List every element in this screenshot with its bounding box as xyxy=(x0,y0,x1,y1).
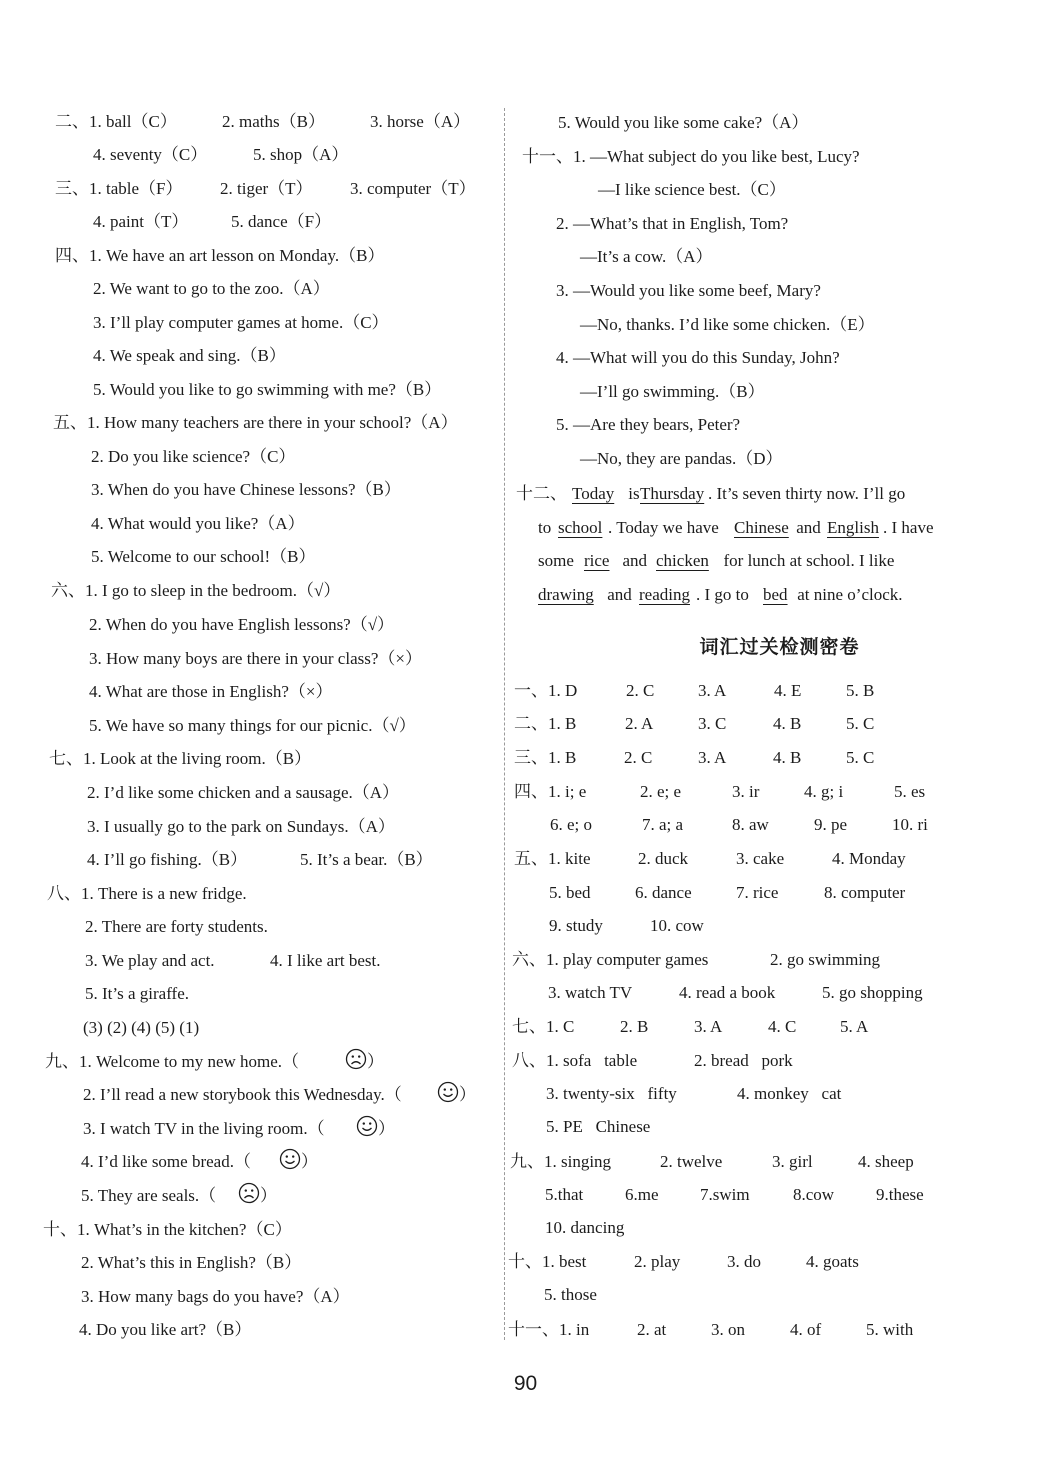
answer-text: 2. e; e xyxy=(640,782,682,801)
answer-text: 十一、1. —What subject do you like best, Lucy? xyxy=(522,147,860,166)
answer-text: 2. C xyxy=(626,681,655,700)
answer-text: 2. —What’s that in English, Tom? xyxy=(556,214,789,233)
answer-text: 7. a; a xyxy=(642,815,684,834)
answer-text: 5. Would you like some cake?（A） xyxy=(558,113,809,132)
answer-text: 4. monkey cat xyxy=(737,1084,842,1103)
answer-text: 4. paint（T） xyxy=(93,212,189,231)
answer-text: 十一、1. in xyxy=(508,1320,590,1339)
answer-text: 2. maths（B） xyxy=(222,112,325,131)
answer-text: . I have xyxy=(883,518,934,537)
answer-text: 七、1. C xyxy=(512,1017,575,1036)
answer-text: 三、1. B xyxy=(514,748,577,767)
answer-text: 4. We speak and sing.（B） xyxy=(93,346,286,365)
answer-text: . I go to xyxy=(696,585,754,604)
answer-text: 九、1. singing xyxy=(510,1152,612,1171)
sad-face-icon xyxy=(238,1182,260,1204)
answer-text: 九、1. Welcome to my new home.（ xyxy=(45,1052,300,1071)
answer-text: 八、1. sofa table xyxy=(512,1051,638,1070)
answer-text: 五、1. How many teachers are there in your school?（A） xyxy=(53,413,458,432)
answer-text: —No, they are pandas.（D） xyxy=(580,449,783,468)
answer-text: 4. —What will you do this Sunday, John? xyxy=(556,348,840,367)
answer-text: 9. pe xyxy=(814,815,848,834)
answer-text: 3. A xyxy=(698,681,727,700)
answer-text: 2. We want to go to the zoo.（A） xyxy=(93,279,330,298)
answer-text: 8. aw xyxy=(732,815,769,834)
answer-text: 5. Would you like to go swimming with me?（B） xyxy=(93,380,442,399)
underlined-answer: Today xyxy=(572,484,615,503)
answer-text: 4. I’d like some bread.（ xyxy=(81,1152,251,1171)
section-title: 词汇过关检测密卷 xyxy=(699,636,860,658)
answer-text: 五、1. kite xyxy=(514,849,591,868)
answer-text: 4. I’ll go fishing.（B） xyxy=(87,850,248,869)
underlined-answer: rice xyxy=(584,551,610,570)
underlined-answer: drawing xyxy=(538,585,594,604)
answer-text: 4. g; i xyxy=(804,782,844,801)
answer-text: 2. twelve xyxy=(660,1152,723,1171)
answer-text: 3. —Would you like some beef, Mary? xyxy=(556,281,821,300)
answer-text: 5. bed xyxy=(549,883,591,902)
answer-text: 2. duck xyxy=(638,849,689,868)
answer-text: 2. play xyxy=(634,1252,681,1271)
answer-text: 5. —Are they bears, Peter? xyxy=(556,415,741,434)
underlined-answer: Thursday xyxy=(640,484,705,503)
answer-text: 9.these xyxy=(876,1185,924,1204)
answer-text: 3. A xyxy=(698,748,727,767)
underlined-answer: chicken xyxy=(656,551,709,570)
answer-text: 2. A xyxy=(625,714,654,733)
answer-text: ） xyxy=(459,1085,476,1104)
smiley-face-icon xyxy=(437,1081,459,1103)
answer-text: 5. with xyxy=(866,1320,914,1339)
sad-face-icon xyxy=(345,1048,367,1070)
answer-text: and xyxy=(603,585,637,604)
answer-text: is xyxy=(624,484,644,503)
answer-text: 3. C xyxy=(698,714,727,733)
answer-text: 5. B xyxy=(846,681,875,700)
answer-text: 2. There are forty students. xyxy=(85,917,268,936)
answer-text: 5.that xyxy=(545,1185,584,1204)
underlined-answer: reading xyxy=(639,585,690,604)
answer-text: 5. It’s a bear.（B） xyxy=(300,850,433,869)
answer-text: 3. I’ll play computer games at home.（C） xyxy=(93,313,389,332)
answer-text: and xyxy=(792,518,826,537)
answer-text: 6. dance xyxy=(635,883,692,902)
answer-text: 3. do xyxy=(727,1252,761,1271)
answer-text: 2. B xyxy=(620,1017,649,1036)
answer-text: 2. I’ll read a new storybook this Wednesday.（ xyxy=(83,1085,402,1104)
answer-text: 5. C xyxy=(846,714,875,733)
answer-text: 二、1. B xyxy=(514,714,577,733)
answer-text: —It’s a cow.（A） xyxy=(580,247,713,266)
answer-text: 一、1. D xyxy=(514,681,578,700)
answer-text: —I like science best.（C） xyxy=(598,180,786,199)
answer-text: —No, thanks. I’d like some chicken.（E） xyxy=(580,315,875,334)
answer-text: 5. C xyxy=(846,748,875,767)
column-divider xyxy=(504,108,505,1340)
answer-text: 十二、 xyxy=(516,484,567,503)
answer-text: 3. How many boys are there in your class?（×） xyxy=(89,649,422,668)
answer-text: 2. What’s this in English?（B） xyxy=(81,1253,302,1272)
answer-text: 4. What would you like?（A） xyxy=(91,514,305,533)
answer-text: 2. tiger（T） xyxy=(220,179,313,198)
answer-text: 5. It’s a giraffe. xyxy=(85,984,190,1003)
answer-text: 二、1. ball（C） xyxy=(55,112,177,131)
answer-text: 八、1. There is a new fridge. xyxy=(47,884,247,903)
answer-text: 3. horse（A） xyxy=(370,112,471,131)
answer-text: 3. I usually go to the park on Sundays.（A） xyxy=(87,817,395,836)
answer-text: 4. B xyxy=(773,714,802,733)
answer-text: and xyxy=(614,551,656,570)
answer-text: 2. bread pork xyxy=(694,1051,793,1070)
answer-text: 3. computer（T） xyxy=(350,179,476,198)
answer-text: 5. dance（F） xyxy=(231,212,332,231)
answer-text: 3. cake xyxy=(736,849,785,868)
answer-text: ） xyxy=(378,1119,395,1138)
answer-text: 5. those xyxy=(544,1285,597,1304)
smiley-face-icon xyxy=(279,1148,301,1170)
answer-text: 4. B xyxy=(773,748,802,767)
answer-text: 3. A xyxy=(694,1017,723,1036)
answer-text: 5. They are seals.（ xyxy=(81,1186,217,1205)
answer-text: 四、1. We have an art lesson on Monday.（B） xyxy=(55,246,385,265)
answer-text: 2. at xyxy=(637,1320,667,1339)
answer-text: 3. ir xyxy=(732,782,760,801)
answer-text: 10. ri xyxy=(892,815,928,834)
answer-text: 2. Do you like science?（C） xyxy=(91,447,296,466)
answer-text: 十、1. What’s in the kitchen?（C） xyxy=(43,1220,292,1239)
answer-text: 4. Monday xyxy=(832,849,906,868)
answer-text: 4. goats xyxy=(806,1252,859,1271)
answer-text: 5. A xyxy=(840,1017,869,1036)
answer-text: 六、1. play computer games xyxy=(512,950,709,969)
answer-text: 5. es xyxy=(894,782,926,801)
underlined-answer: English xyxy=(827,518,879,537)
answer-text: —I’ll go swimming.（B） xyxy=(580,382,765,401)
answer-text: 5. PE Chinese xyxy=(546,1117,651,1136)
answer-text: 2. I’d like some chicken and a sausage.（A） xyxy=(87,783,400,802)
answer-text: 2. go swimming xyxy=(770,950,881,969)
answer-text: . It’s seven thirty now. I’ll go xyxy=(708,484,906,503)
answer-text: 4. I like art best. xyxy=(270,951,381,970)
answer-text: 三、1. table（F） xyxy=(55,179,183,198)
answer-text: 4. of xyxy=(790,1320,822,1339)
smiley-face-icon xyxy=(356,1115,378,1137)
answer-text: 4. read a book xyxy=(679,983,776,1002)
answer-text: 3. When do you have Chinese lessons?（B） xyxy=(91,480,401,499)
answer-text: 3. watch TV xyxy=(548,983,633,1002)
answer-text: 3. How many bags do you have?（A） xyxy=(81,1287,350,1306)
underlined-answer: Chinese xyxy=(734,518,789,537)
answer-text: 8.cow xyxy=(793,1185,835,1204)
answer-text: 5. We have so many things for our picnic.（√） xyxy=(89,716,416,735)
answer-text: 7.swim xyxy=(700,1185,750,1204)
answer-text: 3. We play and act. xyxy=(85,951,215,970)
answer-text: 2. C xyxy=(624,748,653,767)
answer-text: 6. e; o xyxy=(550,815,593,834)
answer-text: ） xyxy=(260,1186,277,1205)
answer-text: 5. shop（A） xyxy=(253,145,349,164)
underlined-answer: school xyxy=(558,518,603,537)
answer-text: 5. go shopping xyxy=(822,983,923,1002)
answer-text: 9. study xyxy=(549,916,603,935)
answer-text: 10. dancing xyxy=(545,1218,625,1237)
answer-text: for lunch at school. I like xyxy=(715,551,895,570)
answer-text: 3. I watch TV in the living room.（ xyxy=(83,1119,325,1138)
answer-text: ） xyxy=(301,1152,318,1171)
answer-text: 4. E xyxy=(774,681,802,700)
answer-text: 3. on xyxy=(711,1320,745,1339)
answer-text: . Today we have xyxy=(608,518,724,537)
answer-text: 十、1. best xyxy=(508,1252,587,1271)
answer-text: 4. sheep xyxy=(858,1152,914,1171)
answer-text: at nine o’clock. xyxy=(793,585,903,604)
answer-text: 2. When do you have English lessons?（√） xyxy=(89,615,395,634)
answer-text: 8. computer xyxy=(824,883,906,902)
answer-text: 7. rice xyxy=(736,883,779,902)
answer-text: some xyxy=(538,551,579,570)
answer-text: 10. cow xyxy=(650,916,704,935)
answer-text: 六、1. I go to sleep in the bedroom.（√） xyxy=(51,581,341,600)
answer-text: 四、1. i; e xyxy=(514,782,587,801)
answer-text: ） xyxy=(367,1052,384,1071)
underlined-answer: bed xyxy=(763,585,788,604)
answer-text: 七、1. Look at the living room.（B） xyxy=(49,749,312,768)
answer-text: 4. What are those in English?（×） xyxy=(89,682,333,701)
answer-text: to xyxy=(538,518,556,537)
answer-text: 4. Do you like art?（B） xyxy=(79,1320,252,1339)
page-number: 90 xyxy=(513,1372,538,1395)
answer-text: 5. Welcome to our school!（B） xyxy=(91,547,316,566)
answer-text: (3) (2) (4) (5) (1) xyxy=(83,1018,200,1037)
answer-text: 4. C xyxy=(768,1017,797,1036)
answer-text: 6.me xyxy=(625,1185,659,1204)
answer-text: 3. twenty-six fifty xyxy=(546,1084,677,1103)
answer-text: 3. girl xyxy=(772,1152,813,1171)
answer-text: 4. seventy（C） xyxy=(93,145,208,164)
